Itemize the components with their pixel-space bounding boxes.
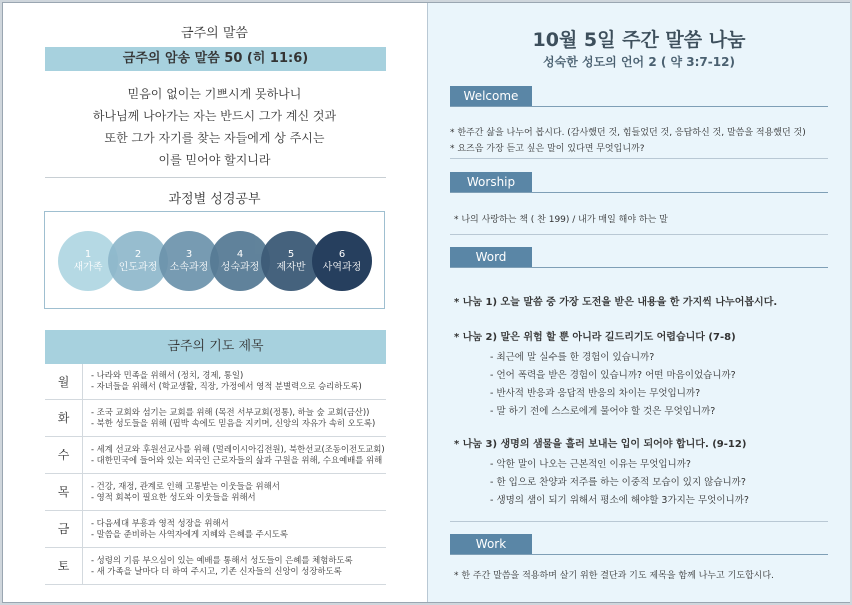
divider <box>45 177 386 178</box>
prayer-day: 수 <box>45 436 83 473</box>
prayer-day: 월 <box>45 364 83 399</box>
course-label: 인도과정 <box>118 262 158 273</box>
prayer-row <box>45 510 386 547</box>
course-number: 5 <box>287 249 295 260</box>
word-underline <box>450 267 828 268</box>
course-number: 4 <box>236 249 244 260</box>
sharing-question-1: * 나눔 1) 오늘 말씀 중 가장 도전을 받은 내용을 한 가지씩 나누어봅시다. <box>454 297 778 308</box>
prayer-bar: 금주의 기도 제목 <box>45 330 386 364</box>
page-subtitle: 성숙한 성도의 언어 2 ( 약 3:7-12) <box>543 55 735 69</box>
prayer-items <box>83 510 387 547</box>
sub-question: - 생명의 샘이 되기 위해서 평소에 해야할 3가지는 무엇이니까? <box>490 495 749 506</box>
prayer-item: - 다음세대 부흥과 영적 성장을 위해서 <box>91 517 229 528</box>
prayer-item: - 영적 회복이 필요한 성도와 이웃들을 위해서 <box>91 491 256 502</box>
sharing-question-3: * 나눔 3) 생명의 샘물을 흘러 보내는 입이 되어야 합니다. (9-12) <box>454 439 747 450</box>
course-heading: 과정별 성경공부 <box>168 192 261 207</box>
course-circles <box>44 211 385 309</box>
course-number: 3 <box>185 249 193 260</box>
verse-line: 또한 그가 자기를 찾는 자들에게 상 주시는 <box>104 131 325 145</box>
prayer-item: - 성령의 기름 부으심이 있는 예배를 통해서 성도들이 은혜를 체험하도록 <box>91 554 353 565</box>
prayer-row <box>45 436 386 473</box>
divider <box>450 158 828 159</box>
prayer-row <box>45 364 386 399</box>
course-label: 사역과정 <box>322 262 362 273</box>
sub-question: - 악한 말이 나오는 근본적인 이유는 무엇입니까? <box>490 459 691 470</box>
welcome-tag: Welcome <box>450 86 532 106</box>
course-label: 소속과정 <box>169 262 209 273</box>
work-line: * 한 주간 말씀을 적용하며 살기 위한 결단과 기도 제목을 함께 나누고 기도합시다. <box>454 571 774 581</box>
memory-verse-bar: 금주의 암송 말씀 50 (히 11:6) <box>45 47 386 71</box>
sub-question: - 최근에 말 실수를 한 경험이 있습니까? <box>490 352 655 363</box>
prayer-item: - 건강, 재정, 관계로 인해 고통받는 이웃들을 위해서 <box>91 480 280 491</box>
sub-question: - 한 입으로 찬양과 저주를 하는 이중적 모습이 있지 않습니까? <box>490 477 746 488</box>
work-tag: Work <box>450 534 532 554</box>
prayer-day: 목 <box>45 473 83 510</box>
verse-line: 이를 믿어야 할지니라 <box>158 153 271 167</box>
course-number: 1 <box>84 249 92 260</box>
prayer-day: 화 <box>45 399 83 436</box>
prayer-item: - 북한 성도들을 위해 (핍박 속에도 믿음을 지키며, 신앙의 자유가 속히 오도록) <box>91 417 376 428</box>
prayer-items <box>83 436 387 473</box>
prayer-items <box>83 399 387 436</box>
course-number: 6 <box>338 249 346 260</box>
prayer-item: - 자녀들을 위해서 (학교생활, 직장, 가정에서 영적 분별력으로 승리하도록) <box>91 381 362 392</box>
prayer-item: - 세계 선교와 후원선교사를 위해 (멀레이시아김전원), 북한선교(조동이전도교회) <box>91 443 385 454</box>
divider <box>450 234 828 235</box>
prayer-item: - 대한민국에 들어와 있는 외국인 근로자들의 삶과 구원을 위해, 수요예배를 위해 <box>91 454 383 465</box>
sharing-question-2: * 나눔 2) 말은 위험 할 뿐 아니라 길드리기도 어렵습니다 (7-8) <box>454 332 736 343</box>
prayer-items <box>83 473 387 510</box>
prayer-item: - 새 가족을 날마다 더 하여 주시고, 기존 신자들의 신앙이 성장하도록 <box>91 565 342 576</box>
prayer-row <box>45 399 386 436</box>
sub-question: - 말 하기 전에 스스로에게 물어야 할 것은 무엇입니까? <box>490 406 716 417</box>
verse-line: 믿음이 없이는 기쁘시게 못하나니 <box>127 87 302 101</box>
prayer-item: - 조국 교회와 섬기는 교회를 위해 (목전 서부교회(정통), 하늘 숲 교회(금산)) <box>91 406 370 417</box>
course-label: 새가족 <box>73 262 103 273</box>
prayer-row <box>45 473 386 510</box>
sub-question: - 언어 폭력을 받은 경험이 있습니까? 어떤 마음이었습니까? <box>490 370 736 381</box>
divider <box>450 521 828 522</box>
work-underline <box>450 554 828 555</box>
word-tag: Word <box>450 247 532 267</box>
left-panel <box>3 3 425 602</box>
prayer-table <box>45 364 386 585</box>
worship-tag: Worship <box>450 172 532 192</box>
page-title: 10월 5일 주간 말씀 나눔 <box>532 29 746 51</box>
sub-question: - 반사적 반응과 응답적 반응의 차이는 무엇입니까? <box>490 388 701 399</box>
worship-line: * 나의 사랑하는 책 ( 찬 199) / 내가 매일 해야 하는 말 <box>454 215 668 225</box>
welcome-line: * 요즈음 가장 듣고 싶은 말이 있다면 무엇입니까? <box>450 144 645 154</box>
right-panel <box>427 3 850 602</box>
welcome-underline <box>450 106 828 107</box>
course-label: 성숙과정 <box>220 262 260 273</box>
verse-line: 하나님께 나아가는 자는 반드시 그가 계신 것과 <box>92 109 337 123</box>
prayer-day: 금 <box>45 510 83 547</box>
prayer-day: 토 <box>45 547 83 584</box>
course-number: 2 <box>134 249 142 260</box>
memory-heading: 금주의 말씀 <box>181 26 248 41</box>
course-circle-6 <box>312 231 372 291</box>
course-label: 제자반 <box>276 262 306 273</box>
prayer-items <box>83 547 387 584</box>
welcome-line: * 한주간 삶을 나누어 봅시다. (감사했던 것, 힘들었던 것, 응답하신 것, 말씀을 적용했던 것) <box>450 128 806 138</box>
bulletin-page <box>2 2 850 603</box>
prayer-row <box>45 547 386 584</box>
worship-underline <box>450 192 828 193</box>
prayer-item: - 나라와 민족을 위해서 (정치, 경제, 통일) <box>91 370 244 381</box>
prayer-items <box>83 364 387 399</box>
prayer-item: - 말씀을 준비하는 사역자에게 지혜와 은혜를 주시도록 <box>91 528 288 539</box>
